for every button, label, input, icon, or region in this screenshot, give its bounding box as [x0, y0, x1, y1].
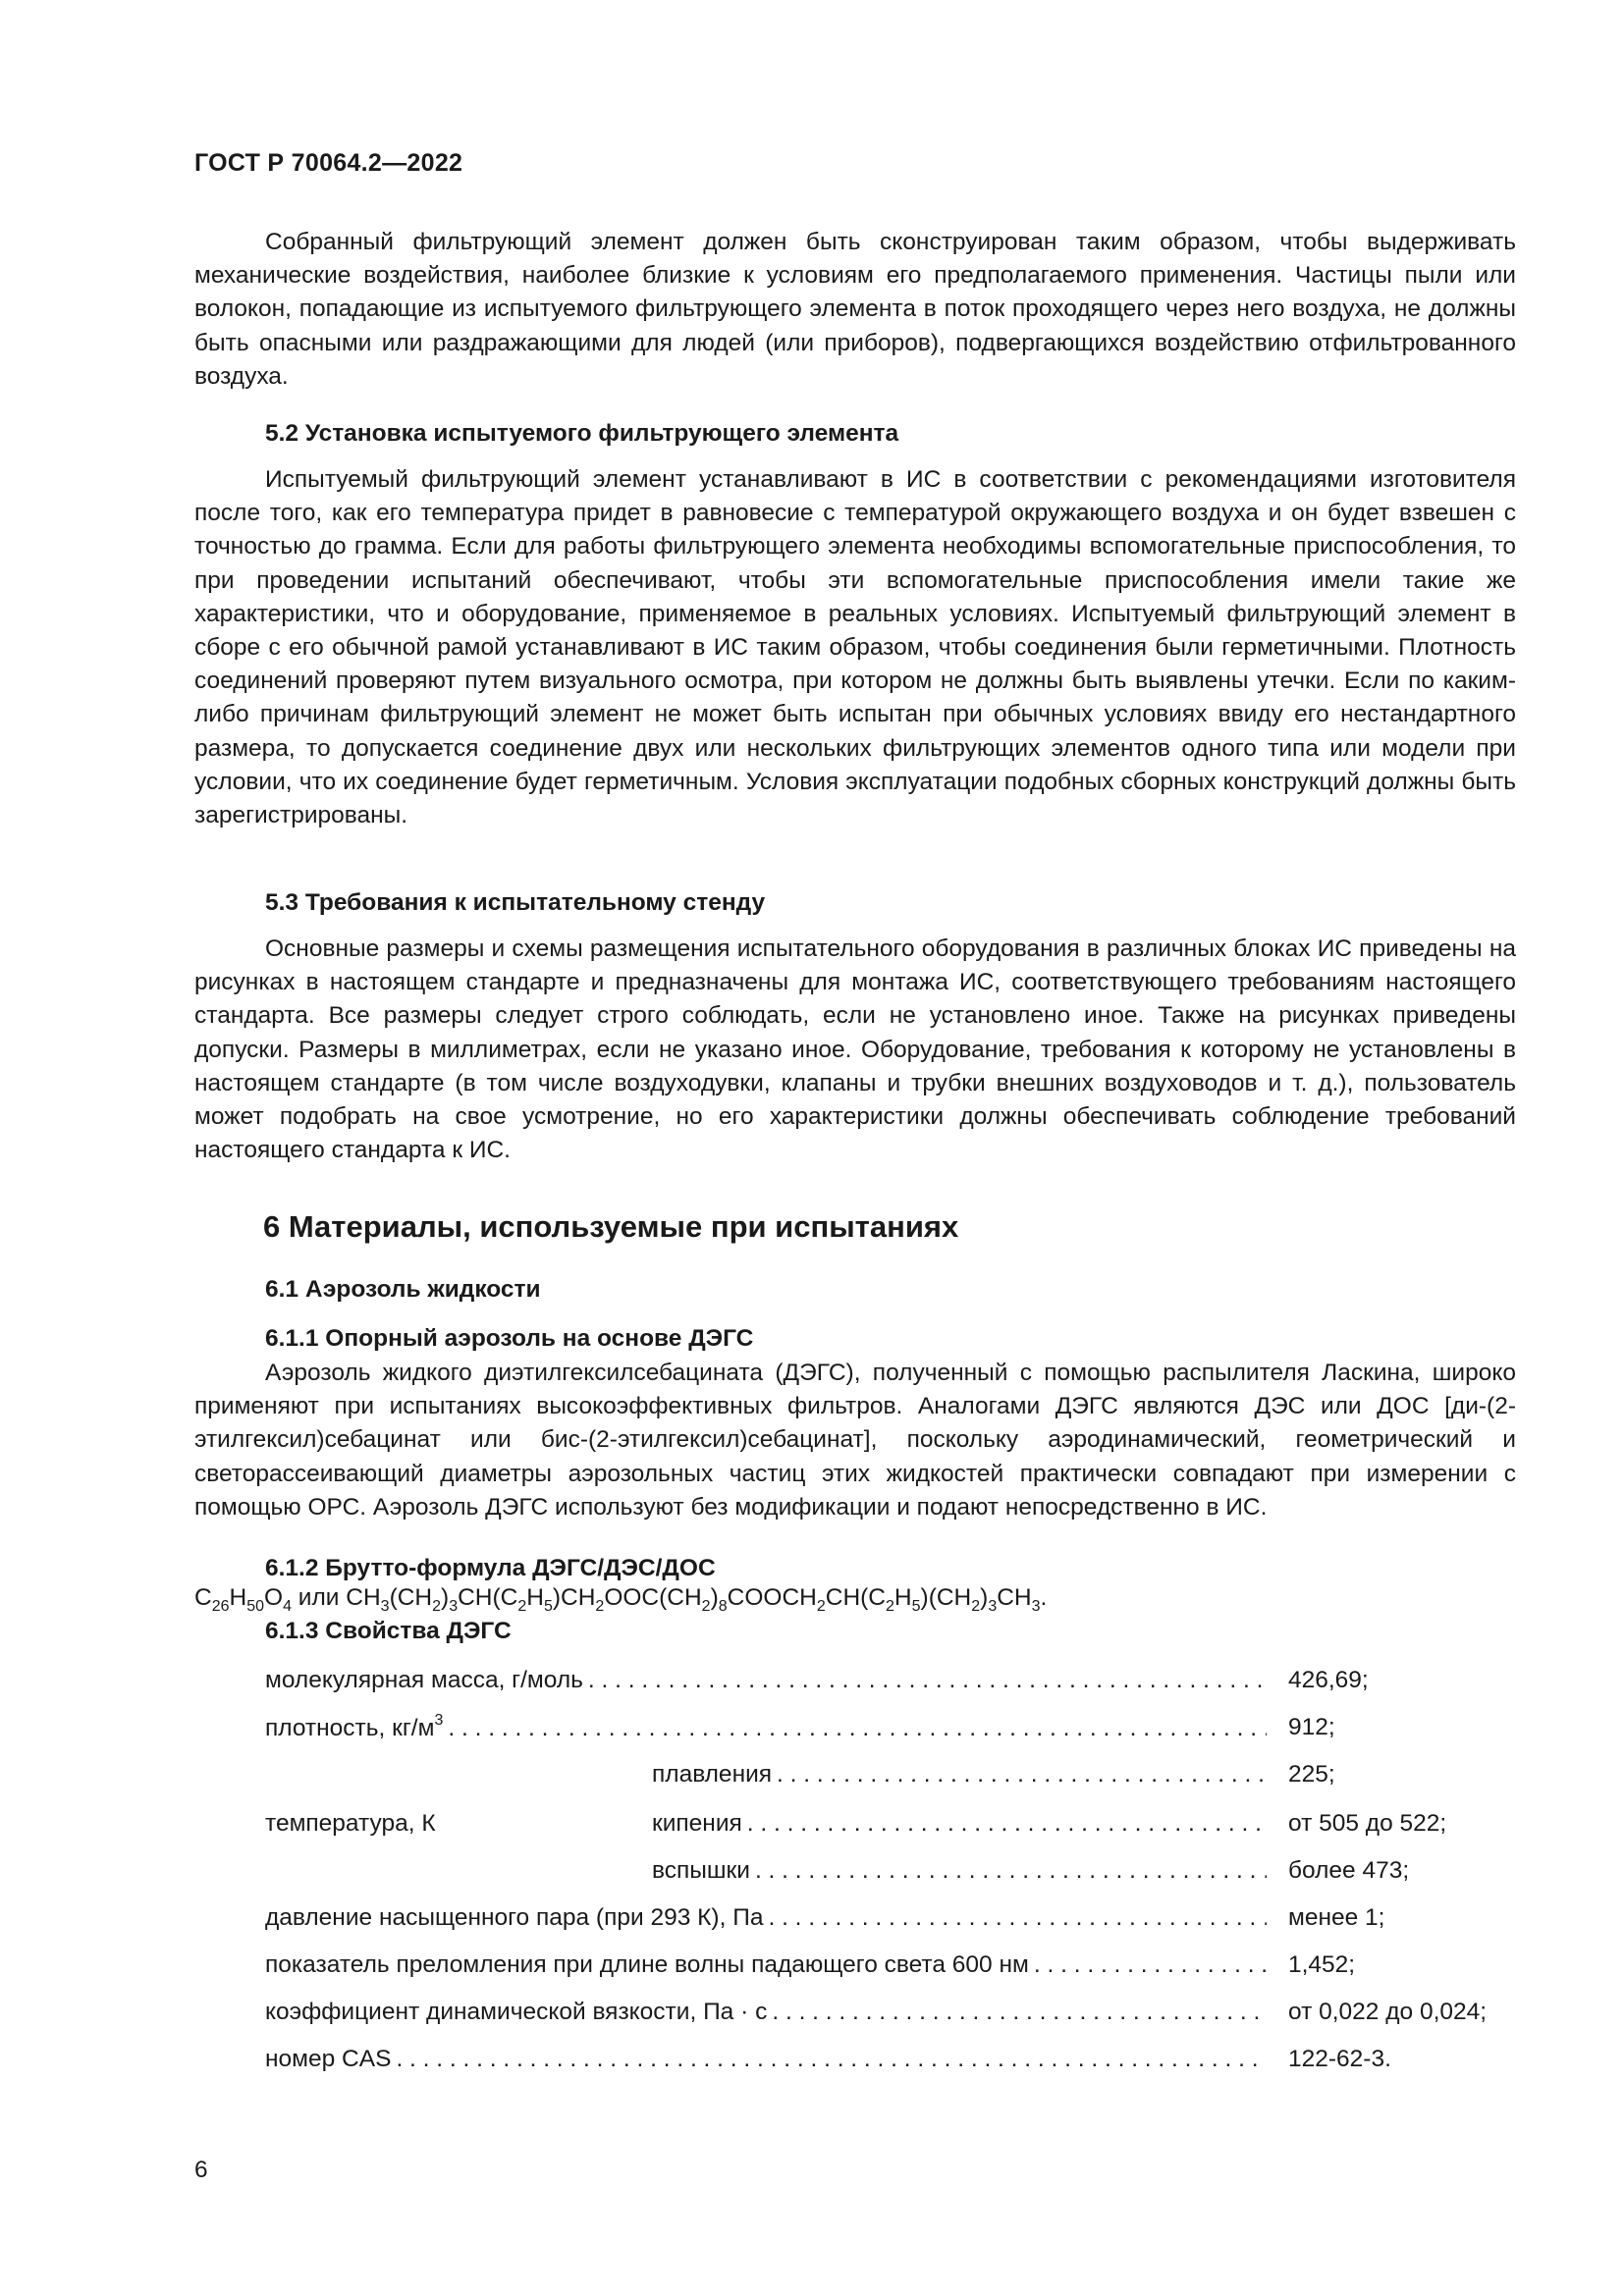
property-row-melting: плавления . . . 225;	[0, 1761, 1624, 1794]
section-6-1-3-title: 6.1.3 Свойства ДЭГС	[265, 1618, 512, 1644]
property-row-vapor-pressure: давление насыщенного пара (при 293 К), Па . . . менее 1;	[0, 1904, 1624, 1938]
property-row-refractive-index: показатель преломления при длине волны падающего света 600 нм . . . 1,452;	[0, 1951, 1624, 1985]
document-code: ГОСТ Р 70064.2—2022	[194, 149, 463, 177]
property-value: от 0,022 до 0,024;	[1288, 1999, 1488, 2025]
paragraph-5-3	[194, 933, 1516, 1167]
gross-formula: $C_{26}H_{50}O_4$ или $CH_3(CH_2)_3CH(C_2H_5)CH_2OOC(CH_2)_8COOCH_2CH(C_2H_5)(CH_2)_3CH_3$.	[194, 1584, 1048, 1615]
property-row-molar-mass: молекулярная масса, г/моль . . . 426,69;	[0, 1667, 1624, 1700]
paragraph-filter-construction	[194, 226, 1516, 394]
temperature-group-label: температура, К	[265, 1810, 436, 1837]
section-6-1-1-title: 6.1.1 Опорный аэрозоль на основе ДЭГС	[265, 1325, 754, 1352]
property-row-density: плотность, $кг/м^3$ . . . 912;	[0, 1714, 1624, 1747]
property-value: от 505 до 522;	[1288, 1810, 1447, 1837]
paragraph-text: Основные размеры и схемы размещения испытательного оборудования в различных блоках ИС приведены на рисунках в настоящем стандарте и предназначены для монтажа ИС, соответствующего требованиям настоящего стандарта. Все размеры следует строго соблюдать, если не установлено иное. Также на рисунках приведены допуски. Размеры в миллиметрах, если не указано иное. Оборудование, требования к которому не установлены в настоящем стандарте (в том числе воздуходувки, клапаны и трубки внешних воздуховодов и т. д.), пользователь может подобрать на свое усмотрение, но его характеристики должны обеспечивать соблюдение требований настоящего стандарта к ИС.	[194, 935, 1516, 1164]
property-value: менее 1;	[1288, 1904, 1385, 1931]
property-row-viscosity: коэффициент динамической вязкости, Па · с . . . от 0,022 до 0,024;	[0, 1999, 1624, 2032]
section-6-1-title: 6.1 Аэрозоль жидкости	[265, 1276, 541, 1303]
section-6-title: 6 Материалы, используемые при испытаниях	[263, 1209, 959, 1244]
property-value: 912;	[1288, 1714, 1335, 1740]
page-number: 6	[194, 2157, 208, 2183]
paragraph-5-2	[194, 463, 1516, 832]
property-value: 1,452;	[1288, 1951, 1356, 1978]
paragraph-text: Испытуемый фильтрующий элемент устанавливают в ИС в соответствии с рекомендациями изготовителя после того, как его температура придет в равновесие с температурой окружающего воздуха и он будет взвешен с точностью до грамма. Если для работы фильтрующего элемента необходимы вспомогательные приспособления, то при проведении испытаний обеспечивают, чтобы эти вспомогательные приспособления имели такие же характеристики, что и оборудование, применяемое в реальных условиях. Испытуемый фильтрующий элемент в сборе с его обычной рамой устанавливают в ИС таким образом, чтобы соединения были герметичными. Плотность соединений проверяют путем визуального осмотра, при котором не должны быть выявлены утечки. Если по каким-либо причинам фильтрующий элемент не может быть испытан при обычных условиях ввиду его нестандартного размера, то допускается соединение двух или нескольких фильтрующих элементов одного типа или модели при условии, что их соединение будет герметичным. Условия эксплуатации подобных сборных конструкций должны быть зарегистрированы.	[194, 466, 1516, 829]
paragraph-text: Аэрозоль жидкого диэтилгексилсебацината (ДЭГС), полученный с помощью распылителя Ласкина, широко применяют при испытаниях высокоэффективных фильтров. Аналогами ДЭГС являются ДЭС или ДОС [ди-(2-этилгексил)себацинат или бис-(2-этилгексил)себацинат], поскольку аэродинамический, геометрический и светорассеивающий диаметры аэрозольных частиц этих жидкостей практически совпадают при измерении с помощью ОРС. Аэрозоль ДЭГС используют без модификации и подают непосредственно в ИС.	[194, 1360, 1516, 1521]
paragraph-6-1-1	[194, 1357, 1516, 1524]
property-value: 122-62-3.	[1288, 2046, 1391, 2072]
section-6-1-2-title: 6.1.2 Брутто-формула ДЭГС/ДЭС/ДОС	[265, 1555, 716, 1581]
property-value: 426,69;	[1288, 1667, 1369, 1693]
section-5-2-title: 5.2 Установка испытуемого фильтрующего элемента	[265, 420, 899, 447]
property-row-boiling: кипения . . . от 505 до 522;	[0, 1810, 1624, 1843]
property-value: более 473;	[1288, 1857, 1410, 1884]
property-row-cas: номер CAS . . . 122-62-3.	[0, 2046, 1624, 2079]
property-value: 225;	[1288, 1761, 1335, 1788]
property-row-flash: вспышки . . . более 473;	[0, 1857, 1624, 1891]
section-5-3-title: 5.3 Требования к испытательному стенду	[265, 889, 766, 916]
paragraph-text: Собранный фильтрующий элемент должен быть сконструирован таким образом, чтобы выдерживать механические воздействия, наиболее близкие к условиям его предполагаемого применения. Частицы пыли или волокон, попадающие из испытуемого фильтрующего элемента в поток проходящего через него воздуха, не должны быть опасными или раздражающими для людей (или приборов), подвергающихся воздействию отфильтрованного воздуха.	[194, 229, 1516, 390]
